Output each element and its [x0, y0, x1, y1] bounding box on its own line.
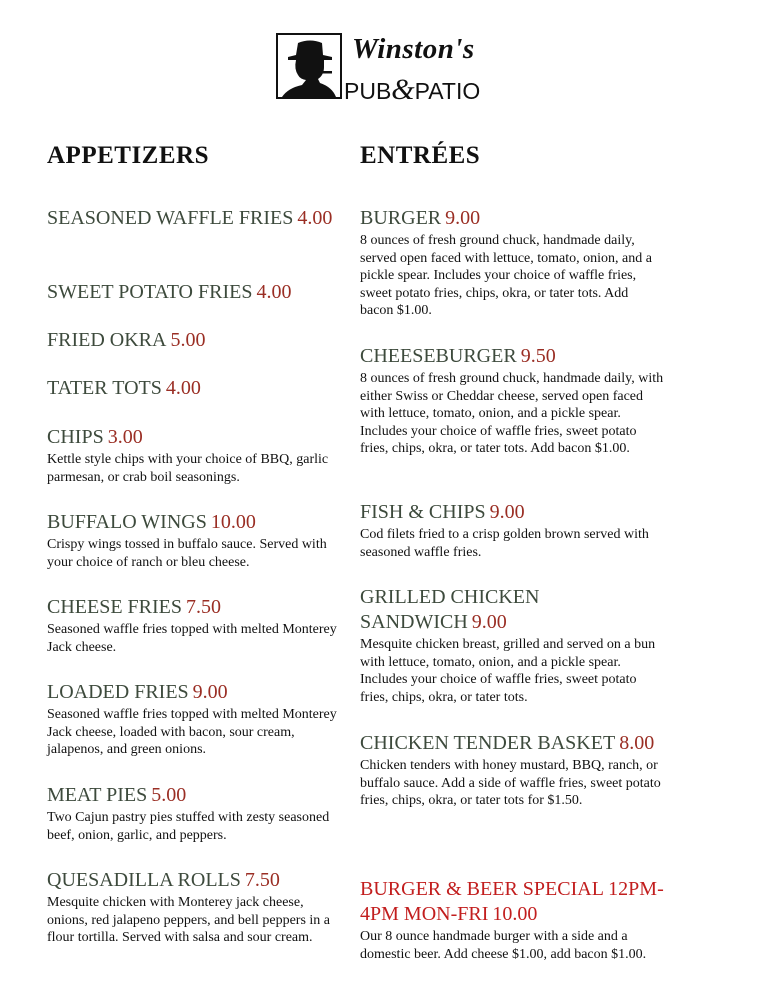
- logo-sub-patio: PATIO: [414, 78, 481, 104]
- silhouette-logo-icon: [276, 33, 342, 99]
- item-name: LOADED FRIES: [47, 681, 189, 703]
- item-description: Two Cajun pastry pies stuffed with zesty seasoned beef, onion, garlic, and peppers.: [47, 810, 330, 843]
- entrees-title: ENTRÉES: [360, 142, 481, 169]
- item-price: 9.00: [445, 207, 481, 229]
- item-price: 9.50: [520, 345, 556, 367]
- item-name: TATER TOTS: [47, 377, 162, 399]
- appetizers-column: [47, 142, 337, 946]
- item-price: 9.00: [192, 681, 228, 703]
- item-price: 10.00: [210, 511, 256, 533]
- item-price: 9.00: [489, 501, 525, 523]
- item-name: GRILLED CHICKEN SANDWICH: [360, 586, 540, 633]
- menu-item: [47, 680, 337, 759]
- item-name: BUFFALO WINGS: [47, 511, 207, 533]
- item-description: 8 ounces of fresh ground chuck, handmade daily, served open faced with lettuce, tomato, onion, and a pickle spear. Includes your choice of waffle fries, sweet potato fries, chips, okra, or tater tots. Add bacon $1.00.: [360, 233, 652, 319]
- menu-item: [360, 206, 665, 320]
- menu-item: [47, 595, 337, 656]
- item-name: CHICKEN TENDER BASKET: [360, 732, 616, 754]
- item-name: FRIED OKRA: [47, 329, 167, 351]
- item-description: Our 8 ounce handmade burger with a side and a domestic beer. Add cheese $1.00, add bacon $1.00.: [360, 929, 647, 962]
- menu-item: [47, 376, 337, 401]
- item-price: 4.00: [256, 281, 292, 303]
- logo-subtitle: [344, 73, 480, 107]
- item-description: Mesquite chicken with Monterey jack cheese, onions, red jalapeno peppers, and bell peppers in a flour tortilla. Served with salsa and sour cream.: [47, 895, 331, 946]
- item-price: 7.50: [244, 869, 280, 891]
- item-name: CHIPS: [47, 426, 104, 448]
- item-name: FISH & CHIPS: [360, 501, 486, 523]
- item-price: 4.00: [165, 377, 201, 399]
- item-name: MEAT PIES: [47, 784, 148, 806]
- menu-item: [47, 868, 337, 947]
- item-price: 3.00: [107, 426, 143, 448]
- item-price: 7.50: [186, 596, 222, 618]
- item-description: Chicken tenders with honey mustard, BBQ, ranch, or buffalo sauce. Add a side of waffle fries, sweet potato fries, chips, okra, or tater tots for $1.50.: [360, 758, 661, 809]
- item-description: Cod filets fried to a crisp golden brown served with seasoned waffle fries.: [360, 527, 649, 560]
- appetizers-title: APPETIZERS: [47, 142, 209, 169]
- item-price: 9.00: [471, 611, 507, 633]
- item-price: 5.00: [170, 329, 206, 351]
- item-description: Seasoned waffle fries topped with melted Monterey Jack cheese.: [47, 622, 337, 655]
- item-name: BURGER & BEER SPECIAL 12PM-4PM MON-FRI: [360, 878, 664, 925]
- menu-item: [360, 344, 665, 458]
- item-description: 8 ounces of fresh ground chuck, handmade daily, with either Swiss or Cheddar cheese, served open faced with lettuce, tomato, onion, and a pickle spear. Includes your choice of waffle fries, sweet potato fries, chips, okra, or tater tots. Add bacon $1.00.: [360, 371, 664, 457]
- menu-item: [47, 783, 337, 844]
- item-name: BURGER: [360, 207, 442, 229]
- restaurant-logo: [276, 33, 508, 105]
- menu-item: [360, 500, 665, 561]
- special-menu-item: [360, 877, 665, 963]
- item-description: Crispy wings tossed in buffalo sauce. Served with your choice of ranch or bleu cheese.: [47, 537, 327, 570]
- item-name: SWEET POTATO FRIES: [47, 281, 253, 303]
- menu-item: [47, 510, 337, 571]
- logo-sub-amp: &: [391, 73, 415, 106]
- menu-item: [47, 425, 337, 486]
- entrees-column: [360, 142, 665, 962]
- item-price: 4.00: [297, 207, 333, 229]
- menu-item: [47, 206, 337, 231]
- item-name: SEASONED WAFFLE FRIES: [47, 207, 294, 229]
- item-name: CHEESEBURGER: [360, 345, 517, 367]
- item-name: CHEESE FRIES: [47, 596, 183, 618]
- item-description: Seasoned waffle fries topped with melted Monterey Jack cheese, loaded with bacon, sour cream, jalapenos, and green onions.: [47, 707, 337, 758]
- menu-item: [360, 585, 665, 706]
- item-price: 10.00: [492, 903, 538, 925]
- menu-item: [47, 328, 337, 353]
- item-description: Mesquite chicken breast, grilled and served on a bun with lettuce, tomato, onion, and a pickle spear. Includes your choice of waffle fries, sweet potato fries, chips, okra, or tater tots.: [360, 637, 656, 705]
- logo-name: Winston's: [352, 33, 475, 65]
- item-name: QUESADILLA ROLLS: [47, 869, 241, 891]
- menu-item: [47, 280, 337, 305]
- item-price: 8.00: [619, 732, 655, 754]
- item-price: 5.00: [151, 784, 187, 806]
- logo-sub-pub: PUB: [344, 78, 392, 104]
- item-description: Kettle style chips with your choice of BBQ, garlic parmesan, or crab boil seasonings.: [47, 452, 329, 485]
- menu-item: [360, 731, 665, 810]
